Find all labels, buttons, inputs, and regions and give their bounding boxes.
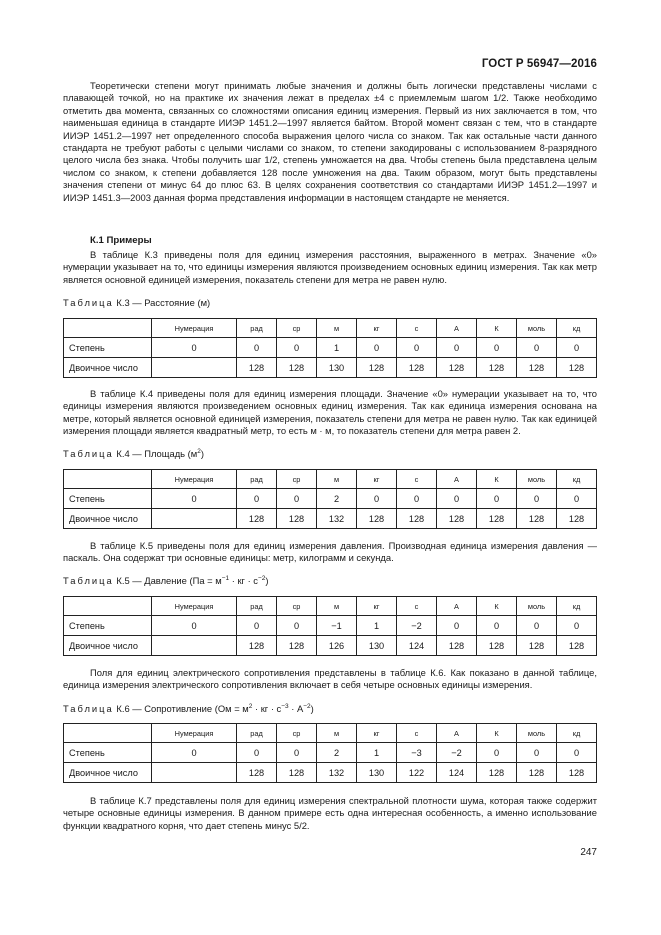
table-cell: 0 (152, 489, 237, 509)
caption-word: Таблица (63, 448, 114, 459)
k3-description: В таблице К.3 приведены поля для единиц измерения расстояния, выраженного в метрах. Значение «0» нумерации указывает на то, что единицы измерения являются произведением основных единиц измерения. Так как метр является основной единицей измерения, показатель степени для метра не равен нулю. (63, 249, 597, 285)
table-cell: 0 (357, 338, 397, 358)
table-cell: 122 (397, 763, 437, 783)
caption-superscript: 2 (197, 448, 201, 455)
table-header-row (64, 470, 597, 489)
table-cell: 124 (397, 636, 437, 656)
caption-k6 (63, 703, 597, 714)
header-cell: моль (517, 319, 557, 338)
header-cell: с (397, 724, 437, 743)
k6-description-block (63, 667, 597, 692)
table-cell: 0 (477, 616, 517, 636)
table-cell: 0 (397, 489, 437, 509)
caption-title-part: · кг · с (252, 703, 282, 714)
caption-title: — Площадь (м (132, 448, 198, 459)
caption-number: К.3 (116, 297, 130, 308)
table-cell: 0 (277, 338, 317, 358)
table-cell: 128 (517, 509, 557, 529)
table-cell: 128 (517, 763, 557, 783)
table-cell: 0 (477, 743, 517, 763)
table-header-row (64, 724, 597, 743)
header-cell: моль (517, 724, 557, 743)
caption-tail: ) (200, 448, 204, 459)
k7-description: В таблице К.7 представлены поля для единиц измерения спектральной плотности шума, которая также содержит четыре основные единицы измерения. В данном примере есть одна интересная особенность, а именно использование функции квадратного корня, что дает степень минус 5/2. (63, 795, 597, 831)
table-cell: 0 (397, 338, 437, 358)
table-cell: 128 (557, 509, 597, 529)
header-cell: ср (277, 319, 317, 338)
header-cell: К (477, 470, 517, 489)
table-cell: 128 (237, 636, 277, 656)
caption-tail: ) (265, 575, 269, 586)
table-row-power (64, 489, 597, 509)
table-cell: 124 (437, 763, 477, 783)
header-cell: Нумерация (152, 470, 237, 489)
table-cell: 128 (237, 358, 277, 378)
header-cell: ср (277, 470, 317, 489)
table-row-power (64, 743, 597, 763)
table-cell: 0 (517, 743, 557, 763)
table-cell (152, 509, 237, 529)
caption-number: К.4 (116, 448, 130, 459)
table-cell (152, 358, 237, 378)
table-cell: 2 (317, 489, 357, 509)
table-cell: −1 (317, 616, 357, 636)
table-cell: 0 (557, 338, 597, 358)
header-cell: моль (517, 470, 557, 489)
table-cell: 128 (557, 636, 597, 656)
table-cell: 128 (397, 358, 437, 378)
header-cell: м (317, 724, 357, 743)
caption-superscript: −1 (221, 575, 230, 582)
table-cell: 128 (237, 509, 277, 529)
table-cell: 128 (557, 763, 597, 783)
row-label: Степень (64, 489, 152, 509)
table-cell: 0 (557, 743, 597, 763)
intro-paragraph: Теоретически степени могут принимать любые значения и должны быть логически представлены числами с плавающей точкой, но на практике их значения лежат в пределах ±4 с приемлемым шагом 1/2. Также необходимо отметить два момента, связанных со сложностями описания единиц измерения. Первый из них заключается в том, что наименьшая единица в стандарте ИИЭР 1451.2—1997 является байтом. Второй момент связан с тем, что в стандарте ИИЭР 1451.2—1997 нет определенного способа выражения целого числа со знаком. Так как остальные части данного стандарта не требуют работы с целыми числами со знаком, то степени закодированы с использованием 8-разрядного целого числа без знака. Чтобы получить шаг 1/2, степень умножается на два. Чтобы степень была представлена целым числом со знаком, к степени добавляется 128 после умножения на два. Таким образом, могут быть представлены значения степени от минус 64 до плюс 63. В целях сохранения соответствия со стандартами ИИЭР 1451.2—1997 и ИИЭР 1451.3—2003 данная форма представления информации в настоящем стандарте не меняется. (63, 80, 597, 203)
table-cell: 0 (237, 743, 277, 763)
table-k6 (63, 723, 597, 783)
header-cell: А (437, 724, 477, 743)
table-row-binary (64, 358, 597, 378)
table-cell: 0 (277, 616, 317, 636)
table-k5 (63, 596, 597, 656)
table-cell: 128 (357, 509, 397, 529)
header-cell: К (477, 319, 517, 338)
k5-description: В таблице К.5 приведены поля для единиц измерения давления. Производная единица измерения давления — паскаль. Она содержат три основные единицы: метр, килограмм и секунда. (63, 540, 597, 564)
table-cell: 126 (317, 636, 357, 656)
row-label: Степень (64, 616, 152, 636)
k4-description-block (63, 388, 597, 438)
row-label: Двоичное число (64, 358, 152, 378)
table-cell: 1 (357, 616, 397, 636)
table-cell: 128 (277, 509, 317, 529)
header-cell: кг (357, 319, 397, 338)
table-k3 (63, 318, 597, 378)
table-cell: 0 (152, 743, 237, 763)
table-cell: 1 (317, 338, 357, 358)
table-cell: 128 (357, 358, 397, 378)
caption-superscript: −3 (281, 703, 289, 710)
header-cell: А (437, 470, 477, 489)
caption-superscript: 2 (248, 703, 253, 710)
table-cell: 0 (517, 489, 557, 509)
table-cell: 128 (557, 358, 597, 378)
table-cell: 2 (317, 743, 357, 763)
k4-description: В таблице К.4 приведены поля для единиц измерения площади. Значение «0» нумерации указывает на то, что единицы измерения являются произведением основных единиц измерения. Так как единица измерения основана на метре, который является основной единицей измерения, показатель степени для метра не равен нулю. Так как единицей измерения площади является квадратный метр, то есть м · м, то показатель степени для метра равен 2. (63, 388, 597, 437)
caption-title: — Давление (Па = м (132, 575, 222, 586)
caption-word: Таблица (63, 575, 114, 586)
table-cell: 132 (317, 509, 357, 529)
table-cell: 0 (277, 489, 317, 509)
header-cell: м (317, 319, 357, 338)
table-cell: 0 (237, 616, 277, 636)
caption-title-part: · А (288, 703, 304, 714)
table-row-power (64, 338, 597, 358)
table-k4 (63, 469, 597, 529)
caption-k5 (63, 575, 597, 586)
table-cell: 130 (357, 763, 397, 783)
header-cell: К (477, 597, 517, 616)
caption-tail: ) (310, 703, 314, 714)
row-label: Двоичное число (64, 763, 152, 783)
caption-title: — Сопротивление (Ом = м (132, 703, 249, 714)
table-cell: 1 (357, 743, 397, 763)
caption-superscript: −2 (258, 575, 266, 582)
table-cell: 128 (437, 509, 477, 529)
table-cell: 0 (437, 338, 477, 358)
caption-superscript: −2 (303, 703, 311, 710)
header-cell: А (437, 597, 477, 616)
header-cell: кг (357, 724, 397, 743)
table-cell: 128 (517, 358, 557, 378)
table-cell: 128 (477, 358, 517, 378)
k6-description: Поля для единиц электрического сопротивления представлены в таблице К.6. Как показано в данной таблице, единица измерения электрического сопротивления включает в себя четыре основных единицы измерения. (63, 667, 597, 691)
section-heading: К.1 Примеры (90, 235, 152, 246)
row-label: Степень (64, 743, 152, 763)
table-row-binary (64, 763, 597, 783)
header-cell: ср (277, 597, 317, 616)
table-cell: 128 (437, 636, 477, 656)
table-cell: 130 (317, 358, 357, 378)
header-cell: рад (237, 597, 277, 616)
header-cell: моль (517, 597, 557, 616)
k5-description-block (63, 540, 597, 565)
examples-section (63, 235, 597, 286)
caption-k3 (63, 297, 597, 308)
table-cell: −2 (437, 743, 477, 763)
table-cell: 128 (277, 763, 317, 783)
standard-header: ГОСТ Р 56947—2016 (481, 58, 597, 70)
caption-number: К.5 (116, 575, 130, 586)
table-cell: 0 (357, 489, 397, 509)
header-cell: кг (357, 470, 397, 489)
header-cell: кд (557, 724, 597, 743)
header-cell: рад (237, 724, 277, 743)
table-cell: 128 (517, 636, 557, 656)
table-cell: 130 (357, 636, 397, 656)
header-cell: с (397, 470, 437, 489)
table-cell: −2 (397, 616, 437, 636)
header-cell: А (437, 319, 477, 338)
header-cell: м (317, 470, 357, 489)
header-cell: с (397, 319, 437, 338)
header-cell: Нумерация (152, 319, 237, 338)
table-cell (152, 763, 237, 783)
table-cell: 0 (557, 489, 597, 509)
header-cell: ср (277, 724, 317, 743)
table-cell: 128 (437, 358, 477, 378)
table-cell: 0 (477, 489, 517, 509)
table-cell: 132 (317, 763, 357, 783)
intro-paragraph-block (63, 80, 597, 204)
table-row-binary (64, 636, 597, 656)
header-cell: К (477, 724, 517, 743)
table-cell: 0 (477, 338, 517, 358)
row-label: Двоичное число (64, 636, 152, 656)
header-cell: Нумерация (152, 597, 237, 616)
header-cell: рад (237, 470, 277, 489)
table-cell: 128 (237, 763, 277, 783)
row-label: Двоичное число (64, 509, 152, 529)
header-cell: м (317, 597, 357, 616)
table-cell: 128 (277, 636, 317, 656)
table-row-power (64, 616, 597, 636)
table-row-binary (64, 509, 597, 529)
header-cell: Нумерация (152, 724, 237, 743)
header-cell: рад (237, 319, 277, 338)
caption-word: Таблица (63, 703, 114, 714)
table-cell: 0 (437, 616, 477, 636)
table-cell: 0 (152, 338, 237, 358)
caption-number: К.6 (116, 703, 130, 714)
table-cell: −3 (397, 743, 437, 763)
header-cell: кд (557, 470, 597, 489)
table-cell: 128 (477, 509, 517, 529)
table-cell (152, 636, 237, 656)
table-header-row (64, 319, 597, 338)
table-cell: 0 (437, 489, 477, 509)
table-cell: 0 (277, 743, 317, 763)
table-cell: 128 (397, 509, 437, 529)
caption-word: Таблица (63, 297, 114, 308)
table-cell: 128 (277, 358, 317, 378)
k7-description-block (63, 795, 597, 832)
header-cell: кд (557, 597, 597, 616)
table-cell: 0 (517, 616, 557, 636)
header-cell: кд (557, 319, 597, 338)
table-cell: 0 (152, 616, 237, 636)
caption-k4 (63, 448, 597, 459)
row-label: Степень (64, 338, 152, 358)
table-header-row (64, 597, 597, 616)
caption-title: — Расстояние (м) (132, 297, 211, 308)
header-cell: с (397, 597, 437, 616)
header-cell: кг (357, 597, 397, 616)
table-cell: 0 (237, 338, 277, 358)
table-cell: 0 (237, 489, 277, 509)
caption-title-part: · кг · с (229, 575, 258, 586)
table-cell: 128 (477, 763, 517, 783)
table-cell: 128 (477, 636, 517, 656)
table-cell: 0 (557, 616, 597, 636)
table-cell: 0 (517, 338, 557, 358)
page-number: 247 (580, 847, 597, 858)
